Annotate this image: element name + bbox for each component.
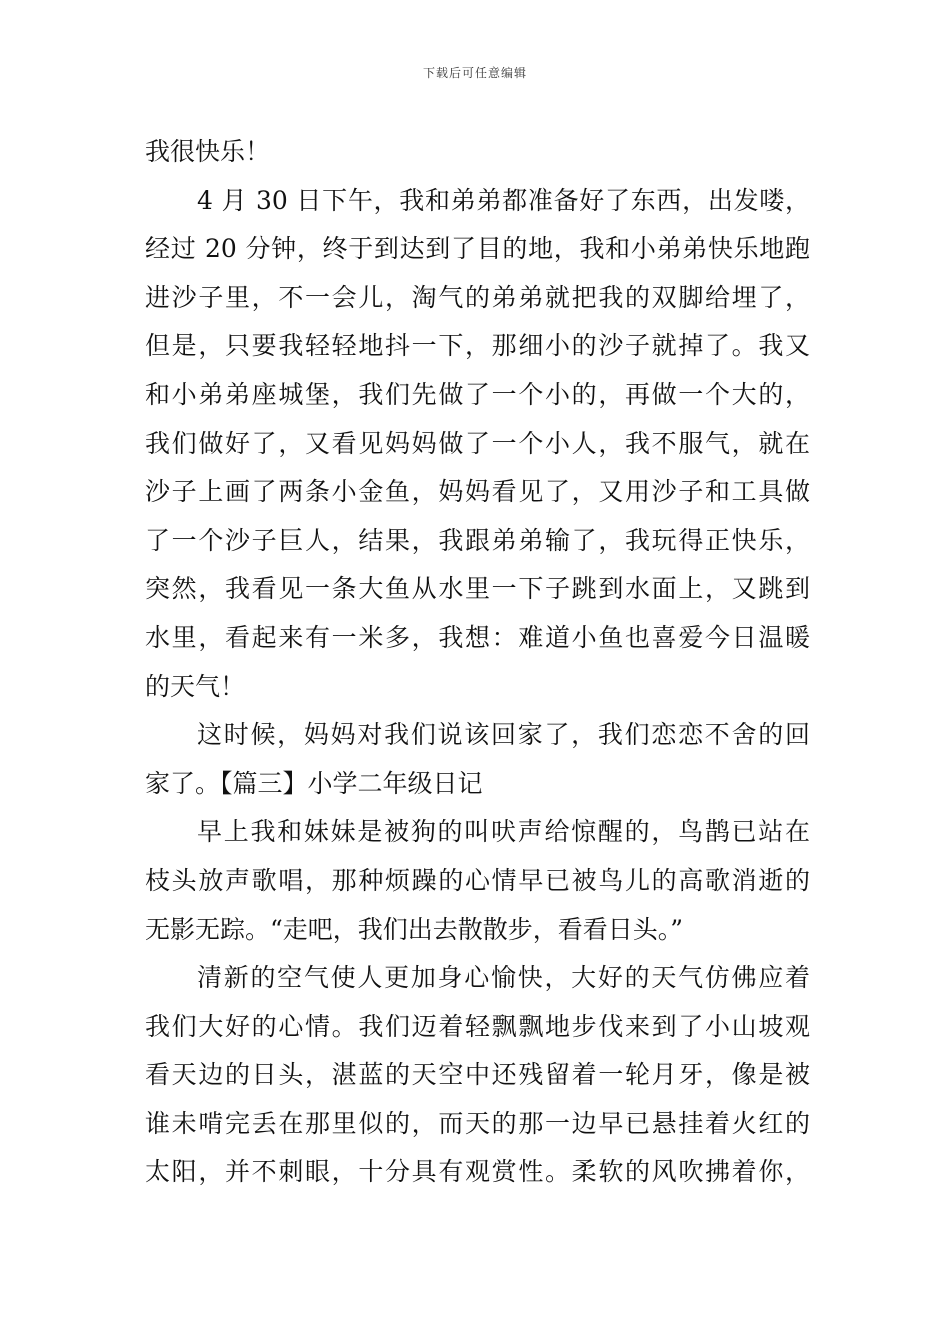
text-line: 了一个沙子巨人，结果，我跟弟弟输了，我玩得正快乐， [145, 525, 810, 555]
page-header: 下载后可任意编辑 [422, 66, 527, 80]
text-line: 经过 20 分钟，终于到达到了目的地，我和小弟弟快乐地跑 [145, 234, 810, 264]
text-line: 突然，我看见一条大鱼从水里一下子跳到水面上，又跳到 [145, 574, 810, 604]
text-line: 谁未啃完丢在那里似的，而天的那一边早已悬挂着火红的 [145, 1108, 810, 1138]
body-text [145, 128, 810, 1197]
text-line: 水里，看起来有一米多，我想：难道小鱼也喜爱今日温暖 [145, 622, 810, 652]
text-line: 的天气！ [145, 671, 246, 701]
text-line: 我们大好的心情。我们迈着轻飘飘地步伐来到了小山坡观 [145, 1011, 810, 1041]
text-line: 太阳，并不刺眼，十分具有观赏性。柔软的风吹拂着你， [145, 1157, 810, 1187]
text-line: 看天边的日头，湛蓝的天空中还残留着一轮月牙，像是被 [145, 1060, 810, 1090]
text-line: 我很快乐！ [145, 137, 271, 166]
text-line: 枝头放声歌唱，那种烦躁的心情早已被鸟儿的高歌消逝的 [145, 865, 810, 895]
text-line: 但是，只要我轻轻地抖一下，那细小的沙子就掉了。我又 [145, 331, 810, 361]
text-line: 和小弟弟座城堡，我们先做了一个小的，再做一个大的， [145, 379, 810, 409]
text-line: 无影无踪。“走吧，我们出去散散步，看看日头。” [145, 914, 684, 944]
text-line: 4 月 30 日下午，我和弟弟都准备好了东西，出发喽， [197, 185, 810, 215]
text-line: 清新的空气使人更加身心愉快，大好的天气仿佛应着 [197, 963, 810, 993]
text-line: 早上我和妹妹是被狗的叫吠声给惊醒的，鸟鹊已站在 [197, 817, 810, 847]
text-line: 我们做好了，又看见妈妈做了一个小人，我不服气，就在 [145, 428, 810, 458]
text-line: 沙子上画了两条小金鱼，妈妈看见了，又用沙子和工具做 [145, 477, 810, 507]
text-line: 进沙子里，不一会儿，淘气的弟弟就把我的双脚给埋了， [145, 282, 810, 312]
text-line: 这时候，妈妈对我们说该回家了，我们恋恋不舍的回 [197, 720, 810, 750]
text-line: 家了。【篇三】小学二年级日记 [145, 768, 483, 798]
